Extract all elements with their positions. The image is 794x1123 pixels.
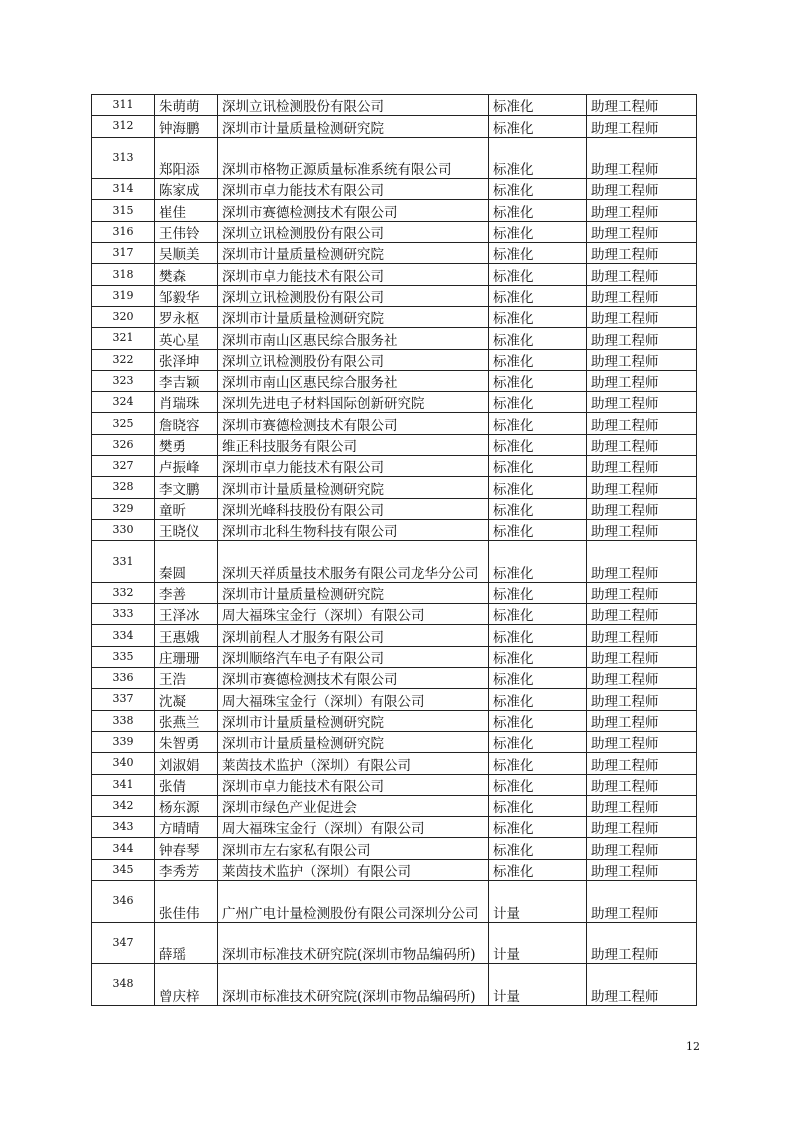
specialty-field: 标准化 [489,668,587,689]
job-title: 助理工程师 [587,774,697,795]
job-title: 助理工程师 [587,264,697,285]
company-name: 深圳市计量质量检测研究院 [218,582,489,603]
row-number: 340 [92,753,155,774]
job-title: 助理工程师 [587,880,697,922]
table-row [92,137,697,179]
company-name: 深圳市赛德检测技术有限公司 [218,413,489,434]
company-name: 深圳前程人才服务有限公司 [218,625,489,646]
table-row [92,753,697,774]
person-name: 陈家成 [155,179,218,200]
specialty-field: 标准化 [489,370,587,391]
person-name: 李吉颖 [155,370,218,391]
specialty-field: 标准化 [489,774,587,795]
company-name: 深圳天祥质量技术服务有限公司龙华分公司 [218,541,489,583]
row-number: 338 [92,710,155,731]
job-title: 助理工程师 [587,243,697,264]
person-name: 樊勇 [155,434,218,455]
company-name: 深圳市计量质量检测研究院 [218,710,489,731]
company-name: 深圳立讯检测股份有限公司 [218,285,489,306]
table-row [92,498,697,519]
person-name: 秦圆 [155,541,218,583]
row-number: 318 [92,264,155,285]
page-number: 12 [686,1040,700,1053]
row-number: 344 [92,838,155,859]
person-name: 庄珊珊 [155,646,218,667]
job-title: 助理工程师 [587,477,697,498]
specialty-field: 标准化 [489,604,587,625]
row-number: 330 [92,519,155,540]
specialty-field: 标准化 [489,795,587,816]
job-title: 助理工程师 [587,668,697,689]
table-row [92,668,697,689]
company-name: 周大福珠宝金行（深圳）有限公司 [218,689,489,710]
row-number: 329 [92,498,155,519]
specialty-field: 标准化 [489,137,587,179]
specialty-field: 标准化 [489,264,587,285]
table-row [92,434,697,455]
company-name: 深圳市标准技术研究院(深圳市物品编码所) [218,922,489,964]
job-title: 助理工程师 [587,922,697,964]
specialty-field: 计量 [489,964,587,1006]
person-name: 张泽坤 [155,349,218,370]
job-title: 助理工程师 [587,413,697,434]
company-name: 深圳市卓力能技术有限公司 [218,456,489,477]
company-name: 深圳市北科生物科技有限公司 [218,519,489,540]
person-name: 刘淑娟 [155,753,218,774]
specialty-field: 计量 [489,880,587,922]
company-name: 深圳市南山区惠民综合服务社 [218,370,489,391]
table-row [92,582,697,603]
job-title: 助理工程师 [587,582,697,603]
row-number: 317 [92,243,155,264]
specialty-field: 标准化 [489,710,587,731]
job-title: 助理工程师 [587,434,697,455]
table-row [92,370,697,391]
row-number: 311 [92,95,155,116]
specialty-field: 计量 [489,922,587,964]
person-name: 杨东源 [155,795,218,816]
company-name: 深圳市计量质量检测研究院 [218,731,489,752]
table-row [92,604,697,625]
table-row [92,456,697,477]
row-number: 346 [92,880,155,922]
person-name: 朱萌萌 [155,95,218,116]
row-number: 347 [92,922,155,964]
row-number: 334 [92,625,155,646]
table-row [92,689,697,710]
job-title: 助理工程师 [587,95,697,116]
specialty-field: 标准化 [489,477,587,498]
person-name: 钟春琴 [155,838,218,859]
row-number: 324 [92,392,155,413]
company-name: 深圳立讯检测股份有限公司 [218,349,489,370]
table-row [92,625,697,646]
person-name: 钟海鹏 [155,116,218,137]
row-number: 325 [92,413,155,434]
specialty-field: 标准化 [489,179,587,200]
table-row [92,221,697,242]
table-row [92,519,697,540]
person-name: 朱智勇 [155,731,218,752]
table-row [92,859,697,880]
job-title: 助理工程师 [587,370,697,391]
specialty-field: 标准化 [489,200,587,221]
company-name: 深圳市卓力能技术有限公司 [218,774,489,795]
job-title: 助理工程师 [587,498,697,519]
person-name: 王浩 [155,668,218,689]
job-title: 助理工程师 [587,625,697,646]
row-number: 342 [92,795,155,816]
table-row [92,328,697,349]
person-name: 童昕 [155,498,218,519]
table-row [92,179,697,200]
job-title: 助理工程师 [587,519,697,540]
row-number: 343 [92,817,155,838]
table-row [92,413,697,434]
job-title: 助理工程师 [587,456,697,477]
job-title: 助理工程师 [587,604,697,625]
specialty-field: 标准化 [489,243,587,264]
specialty-field: 标准化 [489,582,587,603]
row-number: 315 [92,200,155,221]
person-name: 李文鹏 [155,477,218,498]
person-name: 卢振峰 [155,456,218,477]
company-name: 深圳立讯检测股份有限公司 [218,95,489,116]
row-number: 323 [92,370,155,391]
row-number: 321 [92,328,155,349]
job-title: 助理工程师 [587,646,697,667]
company-name: 深圳市计量质量检测研究院 [218,477,489,498]
company-name: 深圳市南山区惠民综合服务社 [218,328,489,349]
specialty-field: 标准化 [489,221,587,242]
person-name: 李秀芳 [155,859,218,880]
table-row [92,795,697,816]
person-name: 张倩 [155,774,218,795]
job-title: 助理工程师 [587,137,697,179]
row-number: 312 [92,116,155,137]
job-title: 助理工程师 [587,731,697,752]
company-name: 深圳市计量质量检测研究院 [218,306,489,327]
job-title: 助理工程师 [587,221,697,242]
job-title: 助理工程师 [587,753,697,774]
table-row [92,306,697,327]
company-name: 深圳市卓力能技术有限公司 [218,264,489,285]
row-number: 339 [92,731,155,752]
company-name: 深圳市计量质量检测研究院 [218,243,489,264]
row-number: 320 [92,306,155,327]
table-row [92,349,697,370]
specialty-field: 标准化 [489,498,587,519]
company-name: 深圳市绿色产业促进会 [218,795,489,816]
specialty-field: 标准化 [489,753,587,774]
person-name: 崔佳 [155,200,218,221]
job-title: 助理工程师 [587,689,697,710]
company-name: 维正科技服务有限公司 [218,434,489,455]
job-title: 助理工程师 [587,116,697,137]
table-row [92,477,697,498]
job-title: 助理工程师 [587,838,697,859]
specialty-field: 标准化 [489,434,587,455]
specialty-field: 标准化 [489,541,587,583]
row-number: 313 [92,137,155,179]
table-row [92,838,697,859]
person-name: 邹毅华 [155,285,218,306]
company-name: 深圳市计量质量检测研究院 [218,116,489,137]
specialty-field: 标准化 [489,95,587,116]
company-name: 深圳市赛德检测技术有限公司 [218,668,489,689]
row-number: 319 [92,285,155,306]
row-number: 331 [92,541,155,583]
row-number: 341 [92,774,155,795]
company-name: 莱茵技术监护（深圳）有限公司 [218,753,489,774]
person-name: 詹晓容 [155,413,218,434]
person-name: 李善 [155,582,218,603]
table-row [92,264,697,285]
row-number: 326 [92,434,155,455]
job-title: 助理工程师 [587,817,697,838]
specialty-field: 标准化 [489,646,587,667]
person-name: 沈凝 [155,689,218,710]
table-row [92,817,697,838]
row-number: 322 [92,349,155,370]
person-name: 罗永枢 [155,306,218,327]
job-title: 助理工程师 [587,541,697,583]
table-row [92,731,697,752]
person-name: 张佳伟 [155,880,218,922]
row-number: 316 [92,221,155,242]
specialty-field: 标准化 [489,392,587,413]
specialty-field: 标准化 [489,116,587,137]
job-title: 助理工程师 [587,306,697,327]
job-title: 助理工程师 [587,328,697,349]
company-name: 深圳市赛德检测技术有限公司 [218,200,489,221]
table-row [92,541,697,583]
company-name: 深圳顺络汽车电子有限公司 [218,646,489,667]
company-name: 深圳市左右家私有限公司 [218,838,489,859]
person-name: 郑阳添 [155,137,218,179]
row-number: 332 [92,582,155,603]
company-name: 莱茵技术监护（深圳）有限公司 [218,859,489,880]
person-name: 曾庆梓 [155,964,218,1006]
row-number: 345 [92,859,155,880]
table-row [92,116,697,137]
table-row [92,774,697,795]
job-title: 助理工程师 [587,200,697,221]
company-name: 深圳光峰科技股份有限公司 [218,498,489,519]
table-row [92,243,697,264]
job-title: 助理工程师 [587,964,697,1006]
person-name: 王泽冰 [155,604,218,625]
job-title: 助理工程师 [587,349,697,370]
person-name: 王晓仪 [155,519,218,540]
person-name: 樊森 [155,264,218,285]
job-title: 助理工程师 [587,392,697,413]
job-title: 助理工程师 [587,859,697,880]
person-name: 吴顺美 [155,243,218,264]
personnel-table [91,94,697,1006]
row-number: 337 [92,689,155,710]
person-name: 薛瑶 [155,922,218,964]
specialty-field: 标准化 [489,413,587,434]
person-name: 张燕兰 [155,710,218,731]
person-name: 英心星 [155,328,218,349]
company-name: 周大福珠宝金行（深圳）有限公司 [218,604,489,625]
specialty-field: 标准化 [489,328,587,349]
person-name: 肖瑞珠 [155,392,218,413]
specialty-field: 标准化 [489,731,587,752]
person-name: 王惠娥 [155,625,218,646]
table-row [92,922,697,964]
specialty-field: 标准化 [489,625,587,646]
company-name: 深圳市标准技术研究院(深圳市物品编码所) [218,964,489,1006]
table-row [92,200,697,221]
table-row [92,710,697,731]
company-name: 深圳市格物正源质量标准系统有限公司 [218,137,489,179]
specialty-field: 标准化 [489,456,587,477]
company-name: 深圳市卓力能技术有限公司 [218,179,489,200]
row-number: 327 [92,456,155,477]
table-row [92,95,697,116]
job-title: 助理工程师 [587,179,697,200]
job-title: 助理工程师 [587,795,697,816]
company-name: 广州广电计量检测股份有限公司深圳分公司 [218,880,489,922]
personnel-table-body [92,95,697,1006]
company-name: 深圳立讯检测股份有限公司 [218,221,489,242]
row-number: 336 [92,668,155,689]
person-name: 王伟铃 [155,221,218,242]
table-row [92,880,697,922]
table-row [92,964,697,1006]
table-row [92,646,697,667]
row-number: 328 [92,477,155,498]
specialty-field: 标准化 [489,306,587,327]
specialty-field: 标准化 [489,838,587,859]
row-number: 333 [92,604,155,625]
company-name: 深圳先进电子材料国际创新研究院 [218,392,489,413]
table-row [92,285,697,306]
person-name: 方晴晴 [155,817,218,838]
specialty-field: 标准化 [489,519,587,540]
specialty-field: 标准化 [489,349,587,370]
specialty-field: 标准化 [489,817,587,838]
row-number: 348 [92,964,155,1006]
row-number: 335 [92,646,155,667]
table-row [92,392,697,413]
specialty-field: 标准化 [489,689,587,710]
specialty-field: 标准化 [489,859,587,880]
job-title: 助理工程师 [587,285,697,306]
row-number: 314 [92,179,155,200]
company-name: 周大福珠宝金行（深圳）有限公司 [218,817,489,838]
job-title: 助理工程师 [587,710,697,731]
specialty-field: 标准化 [489,285,587,306]
